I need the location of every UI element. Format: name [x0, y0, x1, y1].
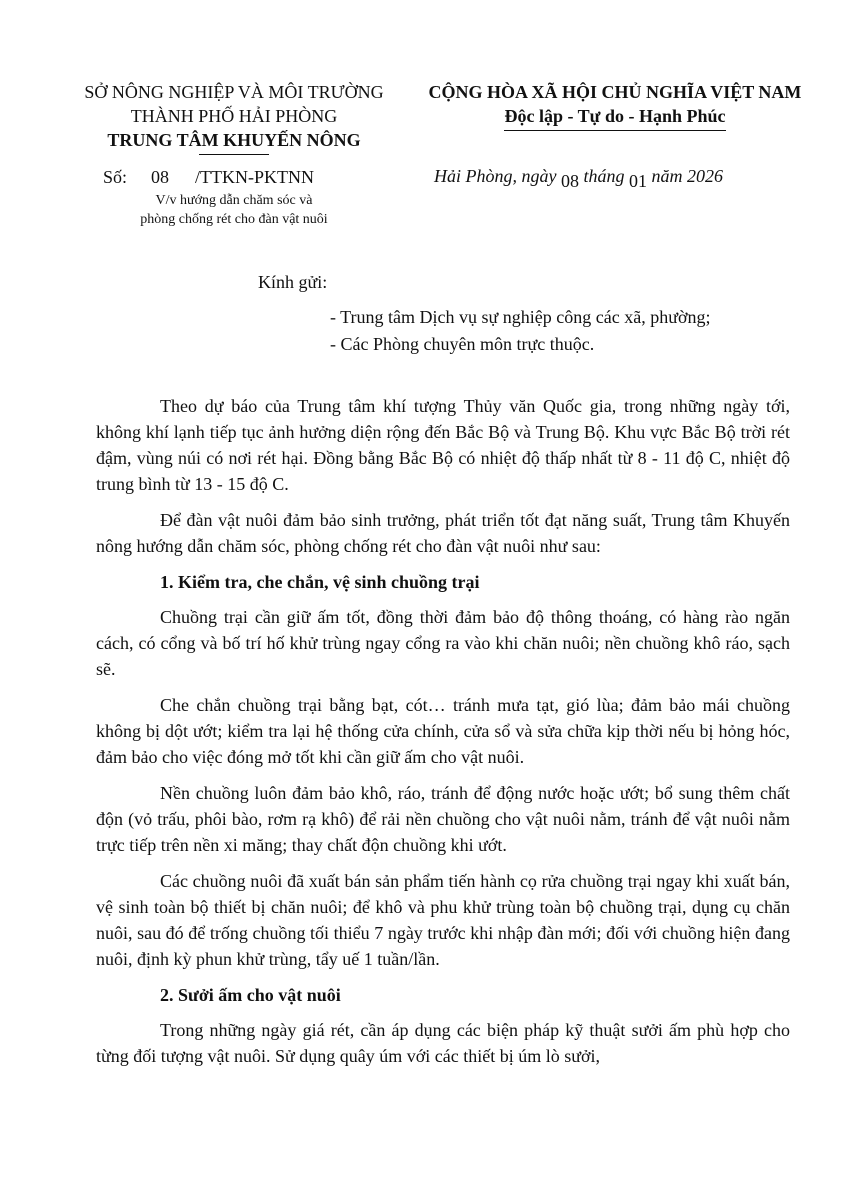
subject-line-2: phòng chống rét cho đàn vật nuôi — [140, 212, 328, 227]
document-subject — [84, 191, 384, 229]
national-header — [410, 80, 820, 131]
agency-line-1: SỞ NÔNG NGHIỆP VÀ MÔI TRƯỜNG — [84, 82, 384, 102]
section-heading: 1. Kiểm tra, che chắn, vệ sinh chuồng trại — [160, 572, 480, 592]
so-code: /TTKN-PKTNN — [195, 167, 315, 187]
country-name: CỘNG HÒA XÃ HỘI CHỦ NGHĨA VIỆT NAM — [428, 82, 802, 102]
intro-paragraph: Để đàn vật nuôi đảm bảo sinh trưởng, phát triển tốt đạt năng suất, Trung tâm Khuyến nông hướng dẫn chăm sóc, phòng chống rét cho đàn vật nuôi như sau: — [96, 510, 790, 556]
date-place: Hải Phòng, ngày — [434, 166, 557, 186]
document-body — [96, 393, 790, 1079]
agency-line-2: THÀNH PHỐ HẢI PHÒNG — [130, 106, 338, 126]
agency-header — [64, 80, 404, 155]
date-day: 08 — [560, 171, 579, 191]
date-month: 01 — [629, 171, 647, 191]
so-label: Số: — [103, 167, 128, 187]
agency-line-3: TRUNG TÂM KHUYẾN NÔNG — [107, 130, 361, 150]
recipient-item: - Các Phòng chuyên môn trực thuộc. — [330, 334, 595, 354]
body-paragraph: Các chuồng nuôi đã xuất bán sản phẩm tiến hành cọ rửa chuồng trại ngay khi xuất bán, vệ sinh toàn bộ thiết bị chăn nuôi; để khô và phu khử trùng toàn bộ chuồng trại, dụng cụ chăn nuôi, sau đó để trống chuồng tối thiểu 7 ngày trước khi nhập đàn mới; đối với chuồng hiện đang nuôi, định kỳ phun khử trùng, tẩy uế 1 tuần/lần. — [96, 871, 790, 969]
intro-paragraph: Theo dự báo của Trung tâm khí tượng Thủy văn Quốc gia, trong những ngày tới, không khí lạnh tiếp tục ảnh hưởng diện rộng đến Bắc Bộ và Trung Bộ. Khu vực Bắc Bộ trời rét đậm, vùng núi có nơi rét hại. Đồng bằng Bắc Bộ có nhiệt độ thấp nhất từ 8 - 11 độ C, nhiệt độ trung bình từ 13 - 15 độ C. — [96, 396, 790, 494]
national-motto: Độc lập - Tự do - Hạnh Phúc — [504, 104, 725, 131]
date-month-label: tháng — [583, 166, 625, 186]
section-heading: 2. Sưởi ấm cho vật nuôi — [160, 985, 341, 1005]
date-year: năm 2026 — [651, 166, 723, 186]
body-paragraph: Nền chuồng luôn đảm bảo khô, ráo, tránh để động nước hoặc ướt; bổ sung thêm chất độn (vỏ trấu, phôi bào, rơm rạ khô) để rải nền chuồng cho vật nuôi nằm, tránh để vật nuôi nằm trực tiếp trên nền xi măng; thay chất độn chuồng khi ướt. — [96, 783, 790, 855]
recipient-item: - Trung tâm Dịch vụ sự nghiệp công các xã, phường; — [330, 307, 711, 327]
body-paragraph: Trong những ngày giá rét, cần áp dụng các biện pháp kỹ thuật sưởi ấm phù hợp cho từng đối tượng vật nuôi. Sử dụng quây úm với các thiết bị úm lò sưởi, — [96, 1020, 790, 1066]
recipients-list — [330, 304, 710, 358]
so-number: 08 — [151, 167, 170, 187]
document-number — [103, 165, 314, 189]
subject-line-1: V/v hướng dẫn chăm sóc và — [155, 193, 313, 208]
body-paragraph: Chuồng trại cần giữ ấm tốt, đồng thời đảm bảo độ thông thoáng, có hàng rào ngăn cách, có cổng và bố trí hố khử trùng ngay cổng ra vào khi chăn nuôi; nền chuồng khô ráo, sạch sẽ. — [96, 607, 790, 679]
agency-underline — [199, 154, 269, 155]
recipients-label: Kính gửi: — [258, 272, 328, 292]
document-date — [434, 164, 723, 191]
body-paragraph: Che chắn chuồng trại bằng bạt, cót… tránh mưa tạt, gió lùa; đảm bảo mái chuồng không bị dột ướt; kiểm tra lại hệ thống cửa chính, cửa sổ và sửa chữa kịp thời nếu bị hỏng hóc, đảm bảo cho việc đóng mở tốt khi cần giữ ấm cho vật nuôi. — [96, 695, 790, 767]
